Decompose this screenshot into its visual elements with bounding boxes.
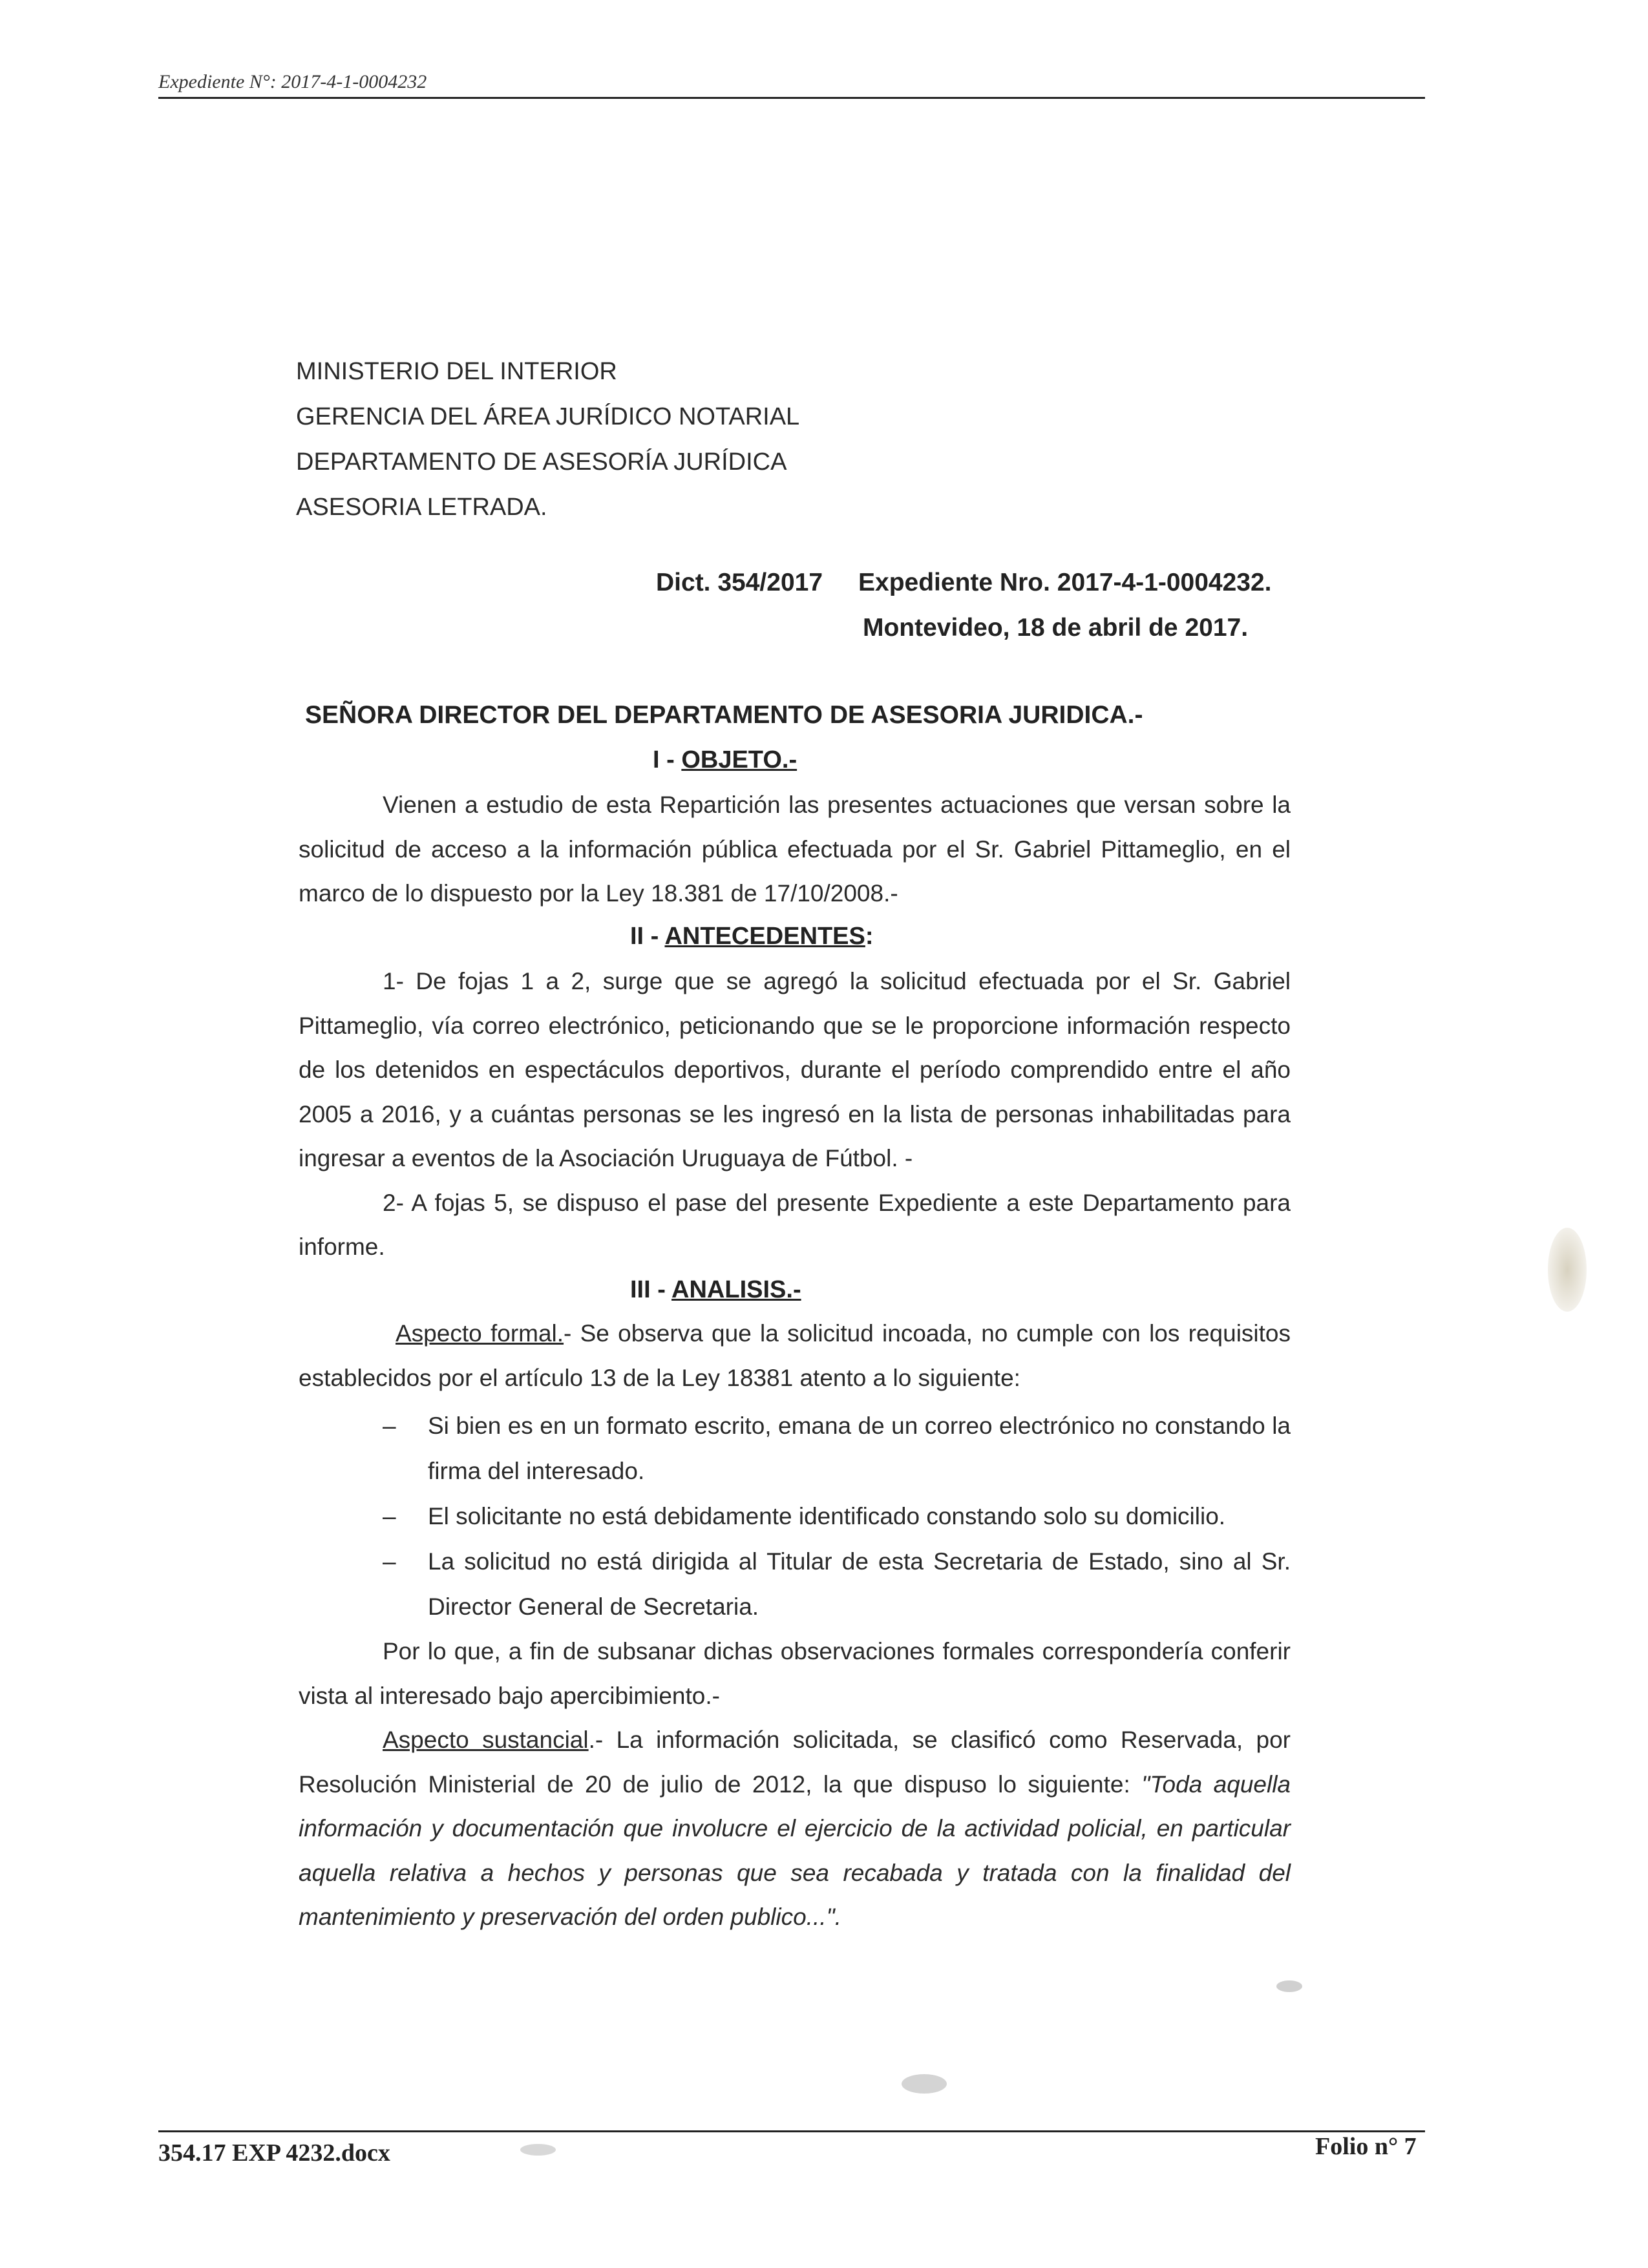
- footer-folio: Folio n° 7: [1315, 2133, 1417, 2160]
- antecedentes-block: [299, 960, 1291, 1270]
- sustancial-quote: "Toda aquella información y documentación que involucre el ejercicio de la actividad policial, en particular aquella relativa a hechos y personas que sea recabada y tratada con la finalidad del mantenimiento y preservación del orden publico...".: [299, 1770, 1291, 1930]
- heading-antecedentes: II - ANTECEDENTES:: [630, 923, 874, 950]
- requirements-list: [383, 1403, 1291, 1630]
- list-item: – El solicitante no está debidamente identificado constando solo su domicilio.: [383, 1503, 1226, 1529]
- objeto-paragraph-block: [299, 783, 1291, 916]
- expediente-number: Expediente Nro. 2017-4-1-0004232.: [858, 569, 1272, 596]
- institution-block: [296, 349, 799, 530]
- sustancial-paragraph: [299, 1718, 1291, 1940]
- institution-line-2: GERENCIA DEL ÁREA JURÍDICO NOTARIAL: [296, 403, 800, 430]
- list-item: – Si bien es en un formato escrito, emana de un correo electrónico no constando la firma del interesado.: [383, 1412, 1291, 1484]
- sustancial-text: .- La información solicitada, se clasificó como Reservada, por Resolución Ministerial de 20 de julio de 2012, la que dispuso lo siguiente:: [299, 1727, 1291, 1798]
- antecedente-1: 1- De fojas 1 a 2, surge que se agregó la solicitud efectuada por el Sr. Gabriel Pittameglio, vía correo electrónico, peticionando que se le proporcione información respecto de los detenidos en espectáculos deportivos, durante el período comprendido entre el año 2005 a 2016, y a cuántas personas se les ingresó en la lista de personas inhabilitadas para ingresar a eventos de la Asociación Uruguaya de Fútbol. -: [299, 968, 1291, 1171]
- institution-line-4: ASESORIA LETRADA.: [296, 494, 547, 521]
- scan-stain: [520, 2144, 556, 2156]
- heading-objeto: I - OBJETO.-: [653, 746, 798, 773]
- header-expediente: Expediente N°: 2017-4-1-0004232: [158, 71, 427, 92]
- scan-stain: [1276, 1980, 1302, 1992]
- footer-filename: 354.17 EXP 4232.docx: [158, 2139, 390, 2167]
- antecedente-2: 2- A fojas 5, se dispuso el pase del presente Expediente a este Departamento para informe.: [299, 1189, 1291, 1260]
- sustancial-label: Aspecto sustancial: [383, 1727, 589, 1753]
- formal-block: [299, 1312, 1291, 1400]
- scan-stain: [1548, 1228, 1587, 1312]
- sustancial-block: [299, 1630, 1291, 1940]
- institution-line-1: MINISTERIO DEL INTERIOR: [296, 358, 617, 385]
- addressee: SEÑORA DIRECTOR DEL DEPARTAMENTO DE ASESORIA JURIDICA.-: [305, 701, 1143, 729]
- institution-line-3: DEPARTAMENTO DE ASESORÍA JURÍDICA: [296, 448, 787, 476]
- list-item: – La solicitud no está dirigida al Titular de esta Secretaria de Estado, sino al Sr. Director General de Secretaria.: [383, 1548, 1291, 1620]
- objeto-paragraph: Vienen a estudio de esta Repartición las presentes actuaciones que versan sobre la solicitud de acceso a la información pública efectuada por el Sr. Gabriel Pittameglio, en el marco de lo dispuesto por la Ley 18.381 de 17/10/2008.-: [299, 792, 1291, 907]
- header-rule: [158, 97, 1425, 99]
- formal-paragraph: [299, 1312, 1291, 1400]
- scan-stain: [902, 2074, 947, 2094]
- formal-label: Aspecto formal.: [396, 1320, 564, 1347]
- dict-number: Dict. 354/2017: [656, 569, 823, 596]
- formal-text: - Se observa que la solicitud incoada, no cumple con los requisitos establecidos por el artículo 13 de la Ley 18381 atento a lo siguiente:: [299, 1320, 1291, 1391]
- reference-line: [656, 569, 1272, 597]
- conclusion-formal: Por lo que, a fin de subsanar dichas observaciones formales correspondería conferir vista al interesado bajo apercibimiento.-: [299, 1638, 1291, 1709]
- footer-rule: [158, 2130, 1425, 2132]
- heading-analisis: III - ANALISIS.-: [630, 1276, 801, 1303]
- place-date: Montevideo, 18 de abril de 2017.: [863, 614, 1249, 642]
